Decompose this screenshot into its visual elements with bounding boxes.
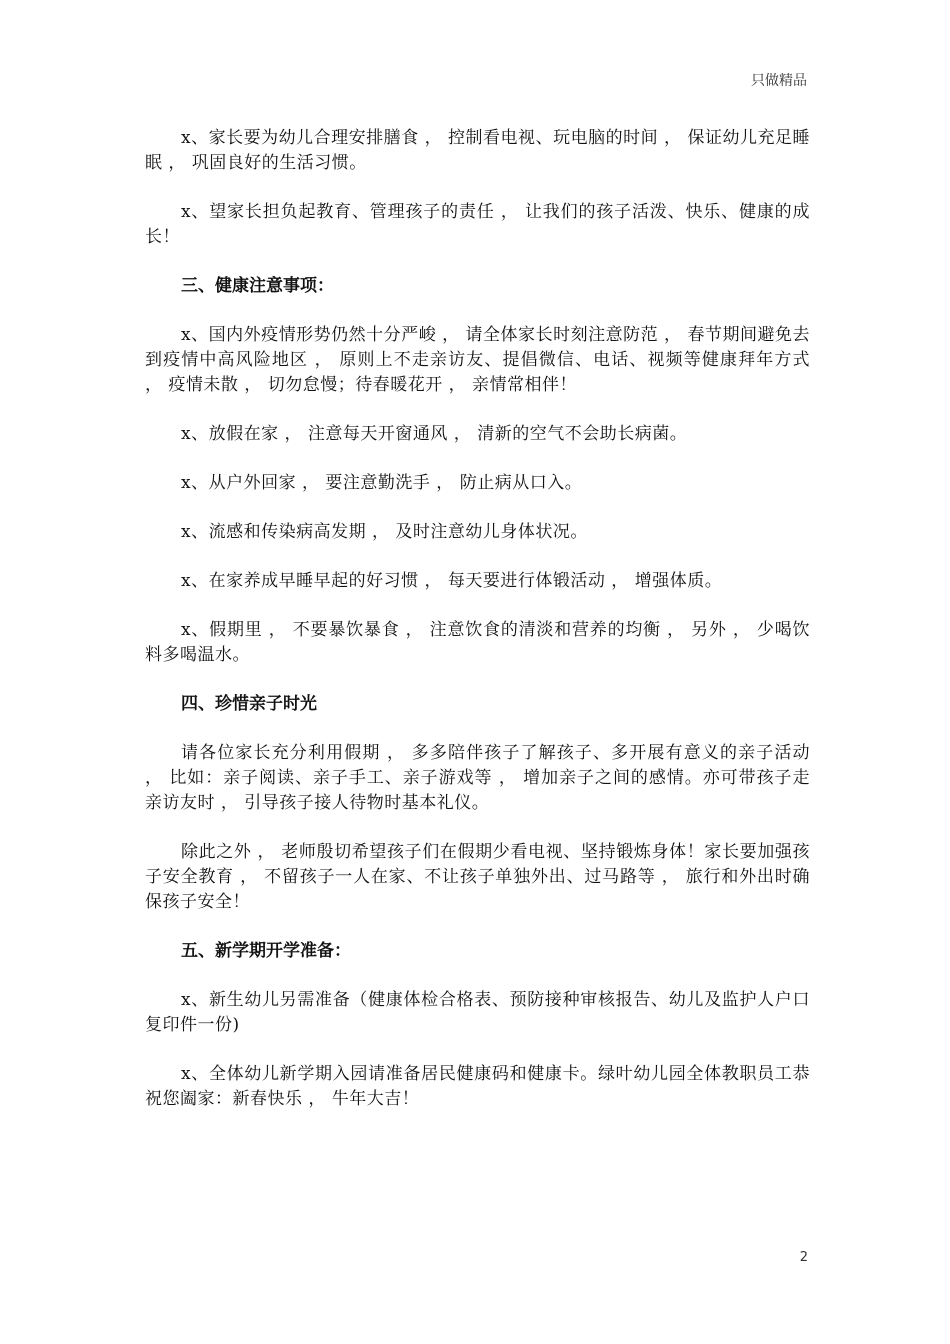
section-heading: 三、健康注意事项： [181, 276, 334, 296]
paragraph: x、新生幼儿另需准备（健康体检合格表、预防接种审核报告、幼儿及监护人户口复印件一份) [145, 990, 810, 1035]
page-number: 2 [799, 1250, 808, 1265]
paragraph: x、放假在家 ， 注意每天开窗通风 ， 清新的空气不会助长病菌。 [181, 424, 688, 444]
paragraph: x、全体幼儿新学期入园请准备居民健康码和健康卡。绿叶幼儿园全体教职员工恭祝您阖家：新春快乐 ， 牛年大吉！ [145, 1064, 810, 1109]
page-header: 只做精品 [751, 73, 807, 89]
paragraph: x、从户外回家 ， 要注意勤洗手 ， 防止病从口入。 [181, 473, 583, 493]
paragraph: x、家长要为幼儿合理安排膳食 ， 控制看电视、玩电脑的时间 ， 保证幼儿充足睡眠 ， 巩固良好的生活习惯。 [145, 128, 810, 173]
paragraph: x、流感和传染病高发期 ， 及时注意幼儿身体状况。 [181, 522, 588, 542]
paragraph: x、假期里 ， 不要暴饮暴食 ， 注意饮食的清淡和营养的均衡 ， 另外 ， 少喝饮料多喝温水。 [145, 620, 810, 665]
document-body [145, 126, 810, 1136]
paragraph: x、国内外疫情形势仍然十分严峻 ， 请全体家长时刻注意防范 ， 春节期间避免去到疫情中高风险地区 ， 原则上不走亲访友、提倡微信、电话、视频等健康拜年方式 ， 疫情未散 ， 切勿怠慢；待春暖花开 ， 亲情常相伴！ [145, 325, 810, 395]
paragraph: x、在家养成早睡早起的好习惯 ， 每天要进行体锻活动 ， 增强体质。 [181, 571, 723, 591]
paragraph: x、望家长担负起教育、管理孩子的责任 ， 让我们的孩子活泼、快乐、健康的成长！ [145, 202, 810, 247]
paragraph: 请各位家长充分利用假期 ， 多多陪伴孩子了解孩子、多开展有意义的亲子活动 ， 比如：亲子阅读、亲子手工、亲子游戏等 ， 增加亲子之间的感情。亦可带孩子走亲访友时 ， 引导孩子接人待物时基本礼仪。 [145, 743, 810, 813]
paragraph: 除此之外 ， 老师殷切希望孩子们在假期少看电视、坚持锻炼身体！家长要加强孩子安全教育 ， 不留孩子一人在家、不让孩子单独外出、过马路等 ， 旅行和外出时确保孩子安全！ [145, 842, 810, 912]
section-heading: 五、新学期开学准备： [181, 941, 351, 961]
section-heading: 四、珍惜亲子时光 [181, 694, 317, 714]
